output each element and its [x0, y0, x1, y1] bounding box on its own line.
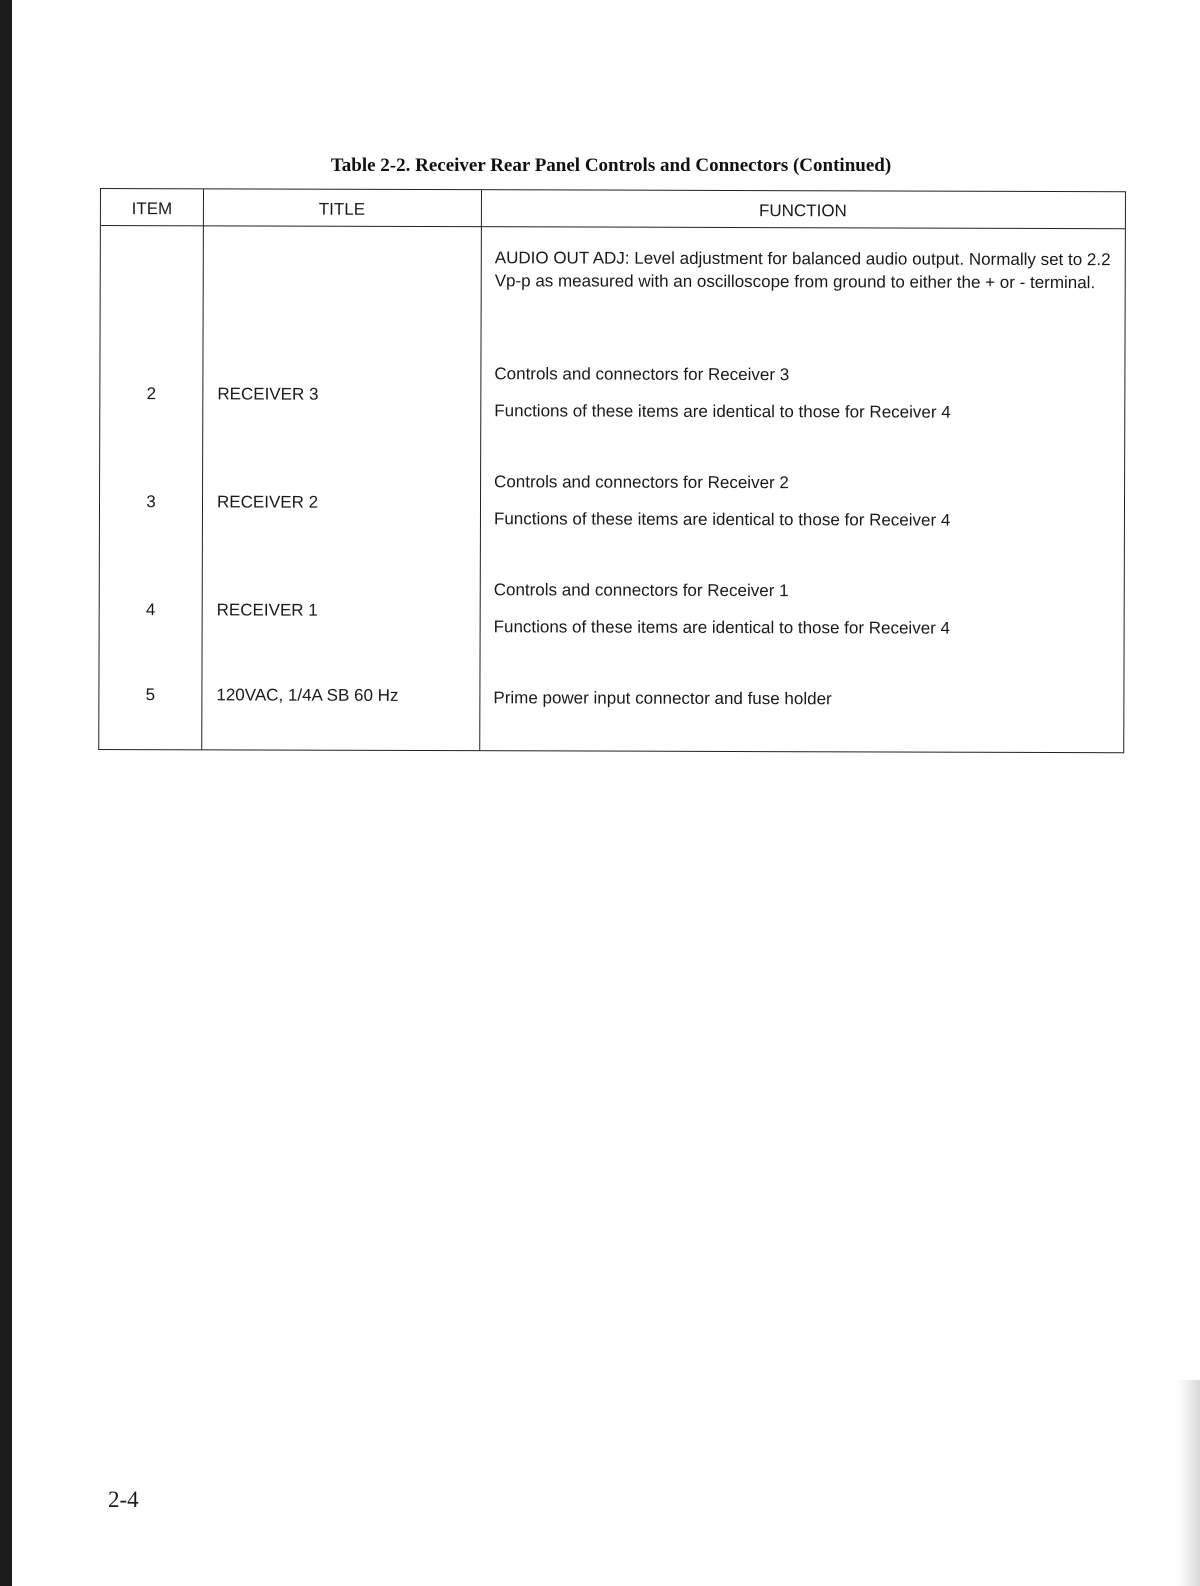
row-function-3b: Functions of these items are identical to those for Receiver 4: [493, 509, 951, 530]
row-item-4: 4: [145, 600, 156, 620]
row-title-4: RECEIVER 1: [216, 600, 318, 620]
row-function-5: Prime power input connector and fuse holder: [493, 688, 832, 709]
header-title: TITLE: [318, 199, 366, 219]
column-divider: [479, 190, 482, 750]
row-title-2: RECEIVER 3: [217, 384, 319, 404]
page-number: 2-4: [108, 1487, 139, 1512]
row-function-3a: Controls and connectors for Receiver 2: [494, 472, 789, 493]
header-item: ITEM: [131, 199, 173, 219]
row-function-audio-out: AUDIO OUT ADJ: Level adjustment for balanced audio output. Normally set to 2.2 Vp-p as measured with an oscilloscope from ground to either the + or - terminal.: [494, 248, 1111, 293]
controls-table: [98, 188, 1126, 753]
row-item-3: 3: [146, 492, 156, 512]
row-function-2a: Controls and connectors for Receiver 3: [494, 364, 790, 385]
header-function: FUNCTION: [758, 201, 847, 221]
scan-edge-right: [1178, 1380, 1200, 1586]
row-function-4a: Controls and connectors for Receiver 1: [493, 580, 789, 601]
row-title-3: RECEIVER 2: [216, 492, 319, 512]
scan-edge-left: [0, 0, 12, 1586]
table-caption: Table 2-2. Receiver Rear Panel Controls and Connectors (Continued): [330, 155, 892, 176]
row-function-4b: Functions of these items are identical to those for Receiver 4: [493, 617, 951, 638]
row-item-5: 5: [145, 685, 156, 705]
row-item-2: 2: [146, 384, 157, 404]
header-divider: [101, 225, 1125, 229]
column-divider: [201, 189, 204, 749]
row-title-5: 120VAC, 1/4A SB 60 Hz: [216, 685, 399, 705]
row-function-2b: Functions of these items are identical to those for Receiver 4: [494, 401, 951, 422]
